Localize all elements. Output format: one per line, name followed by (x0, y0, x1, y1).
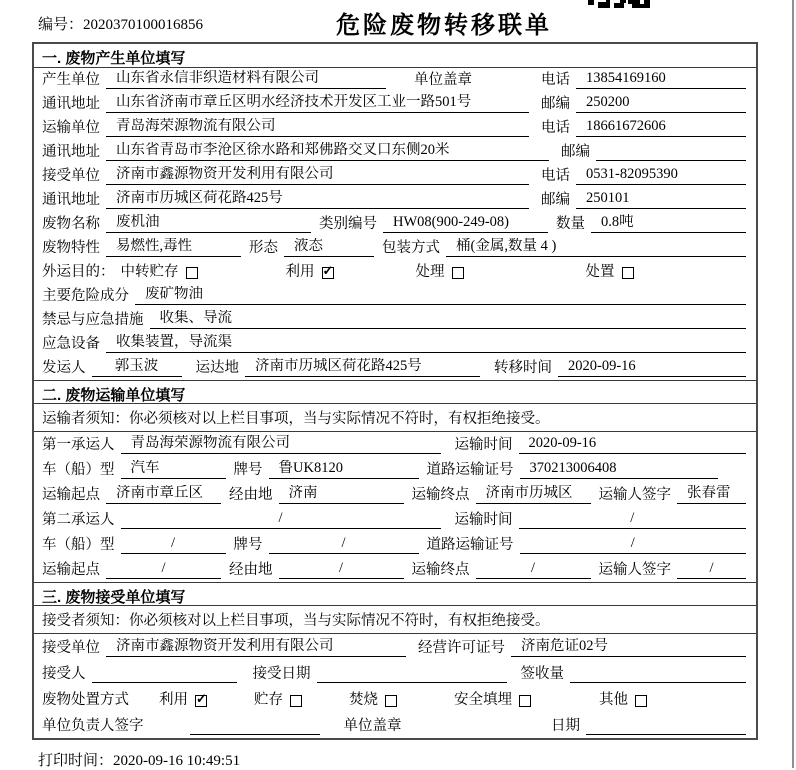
page-title: 危险废物转移联单 (336, 12, 552, 39)
receive-zip-value: 250101 (576, 190, 746, 209)
waste-name-value: 废机油 (106, 214, 311, 233)
dispatcher-value: 郭玉波 (92, 358, 182, 377)
waste-name-row (34, 212, 756, 236)
responsible-sign-label: 单位负责人签字 (42, 718, 144, 735)
checkbox-icon (290, 695, 302, 707)
serial-number (38, 13, 203, 34)
checkbox-label: 处置 (585, 264, 615, 281)
purpose-label: 外运目的： (42, 264, 115, 281)
destination-value: 济南市历城区荷花路425号 (245, 358, 480, 377)
disposal-option-incinerate (349, 692, 454, 709)
checkbox-icon (186, 267, 198, 279)
route2-start-label: 运输起点 (42, 562, 100, 579)
serial-value: 2020370100016856 (83, 17, 204, 33)
disposal-option-utilize (159, 692, 254, 709)
section-2-header: 二. 废物运输单位填写 (34, 380, 756, 404)
signoff-row (34, 712, 756, 738)
taboo-value: 收集、导流 (150, 310, 747, 329)
transport-unit-row (34, 116, 756, 140)
route1-sign-value: 张春雷 (677, 485, 746, 504)
packing-label: 包装方式 (382, 240, 440, 257)
waste-props-label: 废物特性 (42, 240, 100, 257)
checkbox-checked-icon (322, 267, 334, 279)
page-edge-line (792, 0, 794, 768)
transfer-time-label: 转移时间 (494, 360, 552, 377)
disposal-row (34, 686, 756, 712)
hazard-value: 废矿物油 (135, 286, 746, 305)
unit-stamp-label: 单位盖章 (414, 72, 472, 89)
waste-category-label: 类别编号 (319, 216, 377, 233)
producer-phone-label: 电话 (541, 72, 570, 89)
purpose-option-dispose (586, 264, 634, 281)
producer-address-label: 通讯地址 (42, 96, 100, 113)
carrier1-time-label: 运输时间 (454, 437, 513, 454)
route2-via-label: 经由地 (229, 562, 273, 579)
accept-date-label: 接受日期 (252, 666, 311, 683)
checkbox-icon (635, 695, 647, 707)
waste-props-row (34, 236, 756, 260)
hazard-label: 主要危险成分 (42, 288, 129, 305)
route2-row (34, 557, 756, 582)
checkbox-icon (385, 695, 397, 707)
print-time-label: 打印时间： (38, 753, 114, 769)
equipment-row (34, 332, 756, 356)
receive-address-value: 济南市历城区荷花路425号 (106, 190, 529, 209)
receive-unit-row (34, 164, 756, 188)
checkbox-icon (452, 267, 464, 279)
route1-start-label: 运输起点 (42, 487, 100, 504)
receive-zip-label: 邮编 (541, 192, 570, 209)
checkbox-label: 利用 (285, 264, 315, 281)
waste-form-value: 液态 (284, 238, 374, 257)
carrier1-row (34, 432, 756, 457)
transport-unit-label: 运输单位 (42, 120, 100, 137)
vehicle2-plate-label: 牌号 (233, 537, 263, 554)
route2-end-value: / (476, 560, 591, 579)
carrier1-time-value: 2020-09-16 (519, 435, 747, 454)
checkbox-label: 中转贮存 (120, 264, 179, 281)
transport-unit-value: 青岛海荣源物流有限公司 (106, 118, 529, 137)
route1-via-value: 济南 (279, 485, 404, 504)
disposal-option-other (599, 692, 647, 709)
unit-stamp2-label: 单位盖章 (343, 718, 402, 735)
vehicle1-type-value: 汽车 (121, 460, 226, 479)
disposal-option-storage (254, 692, 349, 709)
vehicle1-permit-label: 道路运输证号 (426, 462, 514, 479)
route2-sign-value: / (677, 560, 746, 579)
route1-start-value: 济南市章丘区 (106, 485, 221, 504)
route2-sign-label: 运输人签字 (598, 562, 671, 579)
responsible-sign-value (190, 733, 320, 735)
receipt-qty-label: 签收量 (520, 666, 564, 683)
checkbox-label: 贮存 (254, 692, 283, 709)
checkbox-checked-icon (195, 695, 207, 707)
waste-qty-label: 数量 (556, 216, 585, 233)
transport-address-label: 通讯地址 (42, 144, 100, 161)
vehicle2-type-label: 车（船）型 (42, 537, 115, 554)
purpose-option-transfer-storage (121, 264, 286, 281)
date-value (586, 733, 746, 735)
hazard-row (34, 284, 756, 308)
taboo-label: 禁忌与应急措施 (42, 312, 144, 329)
date-label: 日期 (551, 718, 580, 735)
producer-zip-value: 250200 (576, 94, 746, 113)
carrier2-value: / (121, 510, 441, 529)
equipment-label: 应急设备 (42, 336, 100, 353)
transport-address-value: 山东省青岛市李沧区徐水路和郑佛路交叉口东侧20米 (106, 142, 549, 161)
checkbox-label: 利用 (159, 692, 188, 709)
checkbox-icon (622, 267, 634, 279)
route2-via-value: / (279, 560, 404, 579)
route1-row (34, 482, 756, 507)
transport-zip-label: 邮编 (561, 144, 590, 161)
dispatch-row (34, 356, 756, 380)
print-time (38, 749, 240, 770)
section-3-header: 三. 废物接受单位填写 (34, 582, 756, 606)
dispatcher-label: 发运人 (42, 360, 86, 377)
transport-zip-value (596, 159, 746, 161)
receive-address-row (34, 188, 756, 212)
carrier2-row (34, 507, 756, 532)
section-1-header: 一. 废物产生单位填写 (34, 44, 756, 68)
vehicle2-type-value: / (121, 535, 226, 554)
waste-category-value: HW08(900-249-08) (383, 214, 548, 233)
serial-label: 编号： (38, 17, 84, 33)
receive-unit2-row (34, 634, 756, 660)
vehicle1-permit-value: 370213006408 (520, 460, 719, 479)
producer-value: 山东省永信非织造材料有限公司 (106, 70, 386, 89)
producer-label: 产生单位 (42, 72, 100, 89)
route1-end-value: 济南市历城区 (476, 485, 591, 504)
receive-address-label: 通讯地址 (42, 192, 100, 209)
waste-form-label: 形态 (249, 240, 278, 257)
receive-phone-value: 0531-82095390 (576, 166, 746, 185)
route1-end-label: 运输终点 (411, 487, 470, 504)
carrier2-time-label: 运输时间 (454, 512, 513, 529)
vehicle1-type-label: 车（船）型 (42, 462, 115, 479)
producer-row (34, 68, 756, 92)
purpose-option-utilize (286, 264, 416, 281)
vehicle2-plate-value: / (269, 535, 419, 554)
acceptor-row (34, 660, 756, 686)
receiver-notice: 接受者须知：你必须核对以上栏目事项，当与实际情况不符时，有权拒绝接受。 (34, 606, 756, 634)
carrier1-value: 青岛海荣源物流有限公司 (121, 435, 441, 454)
checkbox-icon (519, 695, 531, 707)
transporter-notice: 运输者须知：你必须核对以上栏目事项，当与实际情况不符时，有权拒绝接受。 (34, 404, 756, 432)
receive-unit2-label: 接受单位 (42, 640, 100, 657)
producer-address-row (34, 92, 756, 116)
acceptor-value (92, 681, 237, 683)
taboo-row (34, 308, 756, 332)
carrier2-time-value: / (519, 510, 747, 529)
packing-value: 桶(金属,数量 4 ) (446, 238, 746, 257)
vehicle2-permit-value: / (520, 535, 747, 554)
checkbox-label: 安全填埋 (454, 692, 512, 709)
transport-address-row (34, 140, 756, 164)
producer-address-value: 山东省济南市章丘区明水经济技术开发区工业一路501号 (106, 94, 529, 113)
waste-name-label: 废物名称 (42, 216, 100, 233)
vehicle1-plate-label: 牌号 (233, 462, 263, 479)
route1-sign-label: 运输人签字 (598, 487, 671, 504)
acceptor-label: 接受人 (42, 666, 86, 683)
checkbox-label: 其他 (599, 692, 628, 709)
route2-end-label: 运输终点 (411, 562, 470, 579)
producer-zip-label: 邮编 (541, 96, 570, 113)
producer-phone-value: 13854169160 (576, 70, 746, 89)
manifest-form (32, 42, 758, 740)
disposal-label: 废物处置方式 (42, 692, 129, 709)
vehicle1-row (34, 457, 756, 482)
checkbox-label: 焚烧 (349, 692, 378, 709)
transfer-time-value: 2020-09-16 (558, 358, 746, 377)
print-time-value: 2020-09-16 10:49:51 (113, 753, 241, 769)
vehicle2-permit-label: 道路运输证号 (426, 537, 514, 554)
accept-date-value (317, 681, 507, 683)
transport-phone-label: 电话 (541, 120, 570, 137)
receive-unit-label: 接受单位 (42, 168, 100, 185)
receive-phone-label: 电话 (541, 168, 570, 185)
transport-phone-value: 18661672606 (576, 118, 746, 137)
waste-props-value: 易燃性,毒性 (106, 238, 241, 257)
route2-start-value: / (106, 560, 221, 579)
route1-via-label: 经由地 (229, 487, 273, 504)
disposal-option-landfill (454, 692, 599, 709)
receive-unit-value: 济南市鑫源物资开发利用有限公司 (106, 166, 529, 185)
waste-qty-value: 0.8吨 (591, 214, 746, 233)
qr-code-fragment-icon (588, 0, 650, 10)
receipt-qty-value (570, 681, 746, 683)
destination-label: 运达地 (195, 360, 239, 377)
vehicle2-row (34, 532, 756, 557)
receive-unit2-value: 济南市鑫源物资开发利用有限公司 (106, 638, 406, 657)
carrier2-label: 第二承运人 (42, 512, 115, 529)
purpose-option-treat (416, 264, 586, 281)
license-value: 济南危证02号 (511, 638, 746, 657)
license-label: 经营许可证号 (418, 640, 505, 657)
vehicle1-plate-value: 鲁UK8120 (269, 460, 419, 479)
equipment-value: 收集装置，导流渠 (106, 334, 746, 353)
carrier1-label: 第一承运人 (42, 437, 115, 454)
purpose-row (34, 260, 756, 284)
checkbox-label: 处理 (415, 264, 445, 281)
